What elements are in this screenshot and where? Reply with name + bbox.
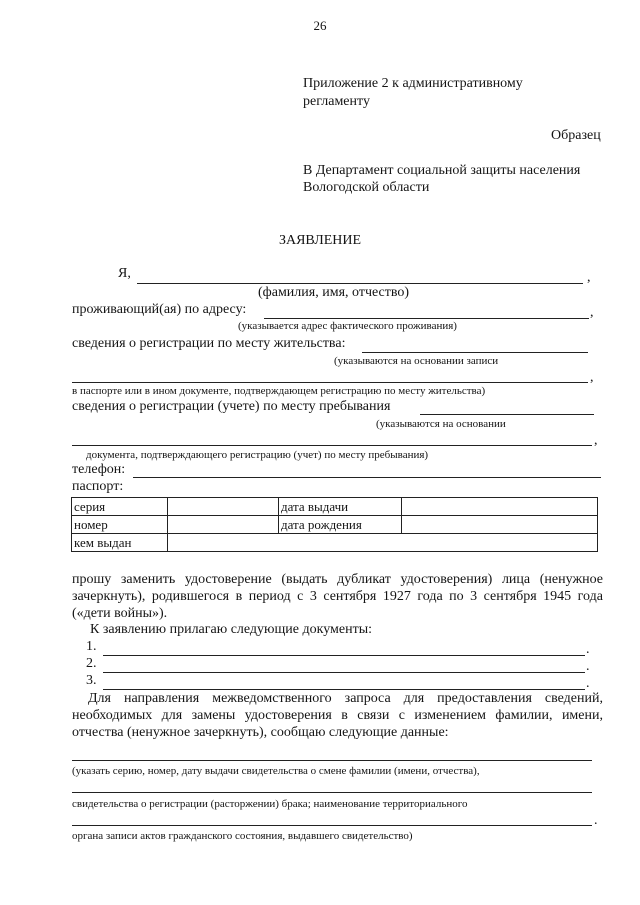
dot: .: [586, 676, 590, 691]
dot: .: [586, 642, 590, 657]
i-label: Я,: [118, 266, 131, 281]
issue-date-value-cell[interactable]: [402, 498, 598, 516]
residing-label: проживающий(ая) по адресу:: [72, 302, 247, 317]
stay-hint: (указываются на основании: [376, 418, 506, 430]
birth-date-value-cell[interactable]: [402, 516, 598, 534]
sample-label: Образец: [551, 128, 601, 143]
issued-by-value-cell[interactable]: [168, 534, 598, 552]
request-paragraph: прошу заменить удостоверение (выдать дубликат удостоверения) лица (ненужное зачеркнуть), родившегося в период с 3 сентября 1927 года по 3 сентября 1945 года («дети войны»).: [72, 572, 603, 621]
form-title: ЗАЯВЛЕНИЕ: [278, 233, 362, 248]
comma: ,: [590, 370, 594, 385]
registration-input-line[interactable]: [362, 352, 588, 353]
passport-label: паспорт:: [72, 479, 124, 494]
registration-hint: (указываются на основании записи: [334, 355, 499, 367]
attachment-line-1[interactable]: [103, 655, 585, 656]
attachment-number-3: 3.: [86, 673, 97, 688]
residing-input-line[interactable]: [264, 318, 589, 319]
attachments-intro: К заявлению прилагаю следующие документы:: [90, 622, 373, 637]
number-value-cell[interactable]: [168, 516, 279, 534]
addressee-line2: Вологодской области: [303, 180, 430, 195]
registration-input-line-2[interactable]: [72, 382, 588, 383]
dot: .: [594, 813, 598, 828]
data-input-line-2[interactable]: [72, 792, 592, 793]
appendix-line1: Приложение 2 к административному: [303, 76, 523, 91]
appendix-line2: регламенту: [303, 94, 370, 109]
series-label: серия: [72, 498, 168, 516]
comma: ,: [594, 433, 598, 448]
attachment-line-2[interactable]: [103, 672, 585, 673]
birth-date-label: дата рождения: [279, 516, 402, 534]
bottom-hint-3: органа записи актов гражданского состояния, выдавшего свидетельство): [72, 830, 413, 842]
fio-hint: (фамилия, имя, отчество): [258, 285, 410, 300]
stay-input-line[interactable]: [420, 414, 594, 415]
comma: ,: [587, 270, 591, 285]
issue-date-label: дата выдачи: [279, 498, 402, 516]
issued-by-label: кем выдан: [72, 534, 168, 552]
fio-input-line[interactable]: [137, 283, 583, 284]
residing-hint: (указывается адрес фактического проживания): [238, 320, 457, 332]
series-value-cell[interactable]: [168, 498, 279, 516]
attachment-number-1: 1.: [86, 639, 97, 654]
passport-table: [71, 497, 598, 552]
data-input-line-3[interactable]: [72, 825, 592, 826]
bottom-hint-2: свидетельства о регистрации (расторжении) брака; наименование территориального: [72, 798, 468, 810]
number-label: номер: [72, 516, 168, 534]
bottom-hint-1: (указать серию, номер, дату выдачи свидетельства о смене фамилии (имени, отчества),: [72, 765, 480, 777]
data-input-line-1[interactable]: [72, 760, 592, 761]
stay-input-line-2[interactable]: [72, 445, 592, 446]
registration-label: сведения о регистрации по месту жительства:: [72, 336, 346, 351]
attachment-number-2: 2.: [86, 656, 97, 671]
dot: .: [586, 659, 590, 674]
phone-label: телефон:: [72, 462, 126, 477]
stay-label: сведения о регистрации (учете) по месту пребывания: [72, 399, 391, 414]
stay-hint-2: документа, подтверждающего регистрацию (учет) по месту пребывания): [86, 449, 429, 461]
comma: ,: [590, 305, 594, 320]
interagency-paragraph: Для направления межведомственного запроса для предоставления сведений, необходимых для замены удостоверения в связи с изменением фамилии, имени, отчества (ненужное зачеркнуть), сообщаю следующие данные:: [72, 691, 603, 740]
addressee-line1: В Департамент социальной защиты населения: [303, 163, 581, 178]
registration-hint-2: в паспорте или в ином документе, подтверждающем регистрацию по месту жительства): [72, 385, 486, 397]
phone-input-line[interactable]: [133, 477, 601, 478]
page-number: 26: [313, 18, 327, 33]
